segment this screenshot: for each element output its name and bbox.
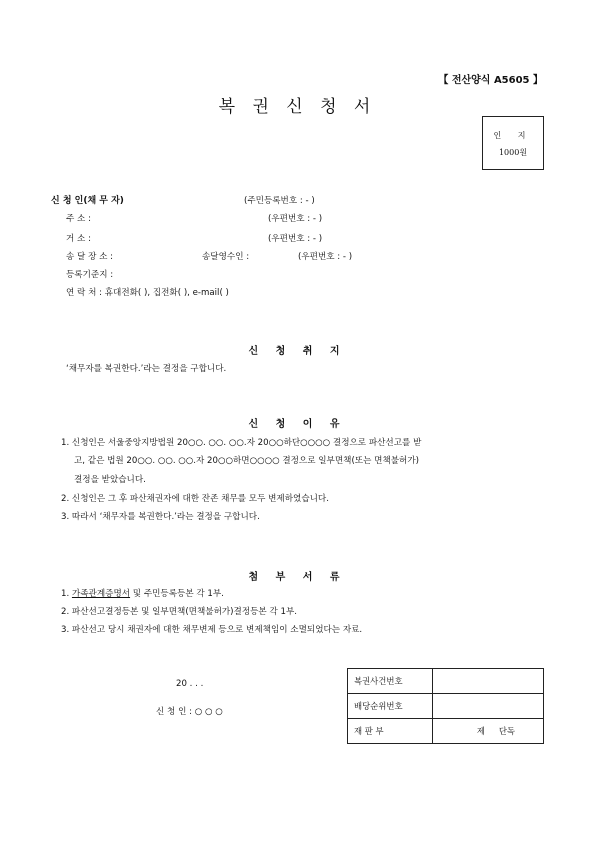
page-title: 복 권 신 청 서 — [218, 97, 377, 117]
attachment-item-1-prefix: 1. — [61, 589, 72, 599]
date-line: 20 . . . — [176, 679, 204, 689]
attachment-item-1 — [61, 585, 224, 603]
purpose-heading: 신 청 취 지 — [248, 346, 347, 357]
registered-domicile-label: 등록기준지 : — [66, 270, 114, 280]
delivery-postal: (우편번호 : - ) — [298, 252, 353, 262]
applicant-heading: 신 청 인(채 무 자) — [51, 196, 124, 206]
reason-heading: 신 청 이 유 — [248, 419, 347, 430]
form-code: 【 전산양식 A5605 】 — [438, 75, 543, 86]
table-row — [348, 719, 544, 744]
rrn-field: (주민등록번호 : - ) — [244, 196, 315, 206]
dividend-order-value — [433, 694, 544, 719]
attachment-item-2: 2. 파산선고결정등본 및 일부면책(면책불허가)결정등본 각 1부. — [61, 607, 298, 617]
attachment-item-1-suffix: 및 주민등록등본 각 1부. — [130, 589, 224, 599]
reason-item-2: 2. 신청인은 그 후 파산채권자에 대한 잔존 채무를 모두 변제하였습니다. — [61, 494, 329, 504]
attachment-item-1-underlined: 가족관계증명서 — [71, 589, 131, 599]
signer-line: 신 청 인 : ○ ○ ○ — [156, 707, 223, 717]
contact-line: 연 락 처 : 휴대전화( ), 집전화( ), e-mail( ) — [66, 288, 229, 298]
delivery-label: 송 달 장 소 : — [66, 252, 114, 262]
stamp-label: 인 지 — [493, 131, 533, 140]
revenue-stamp-box — [482, 116, 544, 170]
reason-item-3: 3. 따라서 ‘채무자를 복권한다.’라는 결정을 구합니다. — [61, 512, 260, 522]
reason-item-1-cont: 고, 같은 법원 20○○. ○○. ○○.자 20○○하면○○○○ 결정으로 일부면책(또는 면책불허가) — [74, 456, 420, 466]
reason-item-1-cont2: 결정을 받았습니다. — [74, 475, 146, 485]
dividend-order-label: 배당순위번호 — [348, 694, 433, 719]
case-number-value — [433, 669, 544, 694]
residence-postal: (우편번호 : - ) — [268, 234, 323, 244]
table-row — [348, 694, 544, 719]
court-division-label: 재 판 부 — [348, 719, 433, 744]
stamp-amount: 1000원 — [498, 148, 528, 157]
attachment-item-3: 3. 파산선고 당시 채권자에 대한 채무변제 등으로 변제책임이 소멸되었다는 자료. — [61, 625, 363, 635]
case-number-label: 복권사건번호 — [348, 669, 433, 694]
address-label: 주 소 : — [66, 214, 91, 224]
court-division-prefix: 제 — [433, 719, 486, 744]
court-division-suffix: 단독 — [485, 719, 544, 744]
attachments-heading: 첨 부 서 류 — [248, 572, 347, 583]
delivery-recipient-label: 송달영수인 : — [202, 252, 250, 262]
residence-label: 거 소 : — [66, 234, 91, 244]
table-row — [348, 669, 544, 694]
address-postal: (우편번호 : - ) — [268, 214, 323, 224]
case-number-table — [347, 668, 544, 744]
purpose-text: ‘채무자를 복권한다.’라는 결정을 구합니다. — [66, 364, 227, 374]
reason-item-1: 1. 신청인은 서울중앙지방법원 20○○. ○○. ○○.자 20○○하단○○○○ 결정으로 파산선고를 받 — [61, 438, 422, 448]
